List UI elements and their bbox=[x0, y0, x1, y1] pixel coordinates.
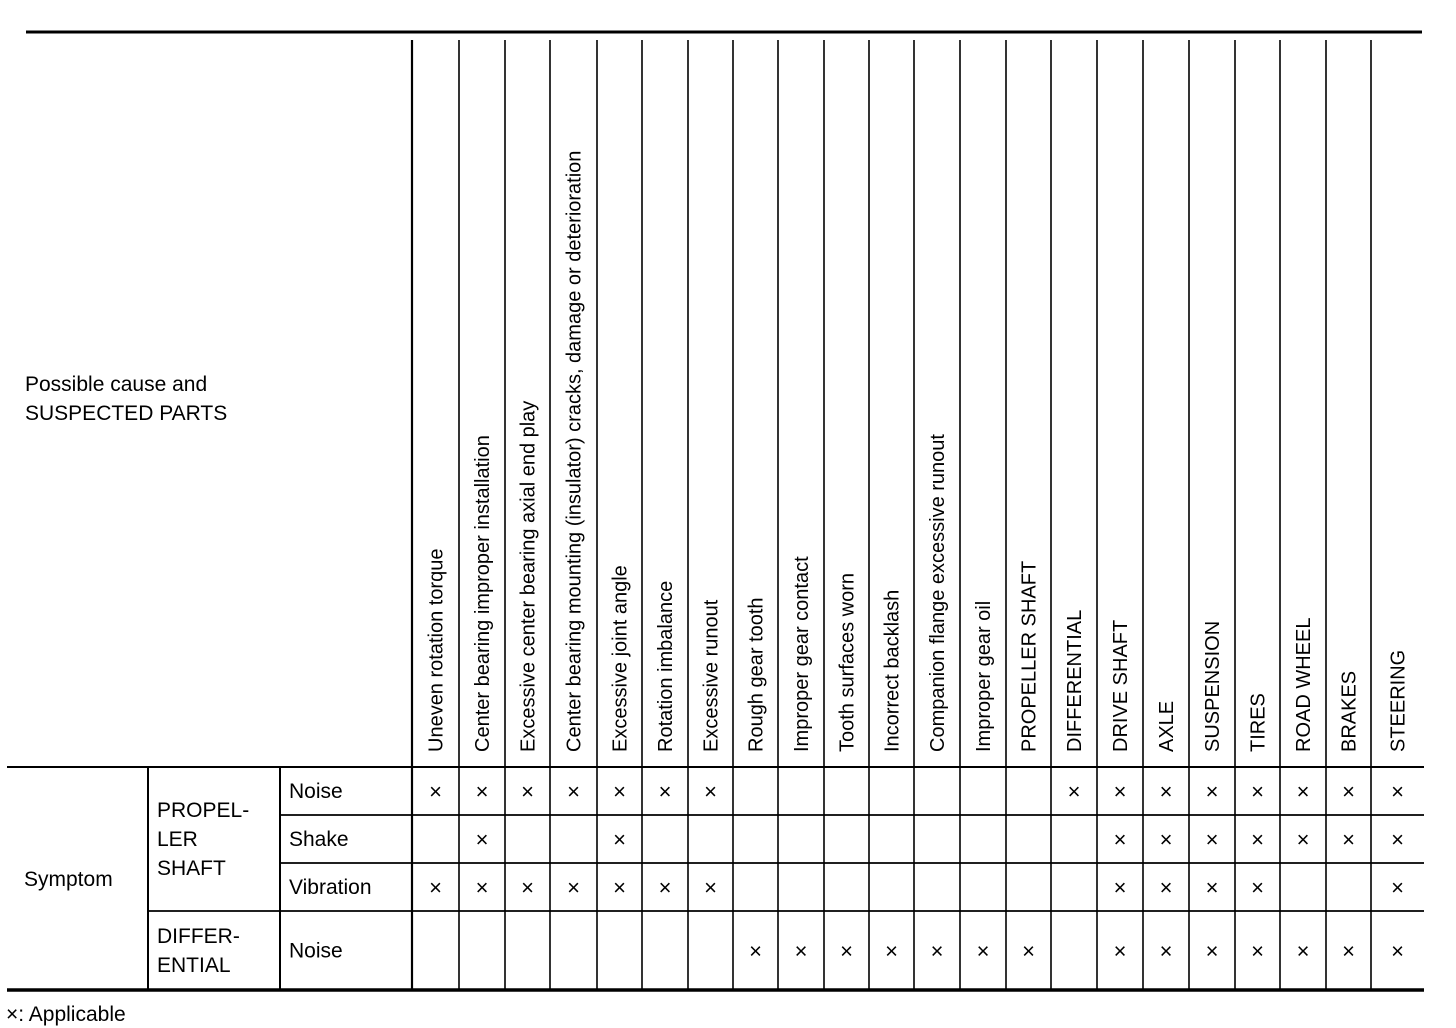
group-label-line: PROPEL- bbox=[157, 799, 250, 822]
symptom-name: Noise bbox=[289, 780, 343, 803]
legend-text: ×: Applicable bbox=[6, 1003, 126, 1026]
applicable-mark: × bbox=[1251, 875, 1264, 900]
applicable-mark: × bbox=[1067, 779, 1081, 804]
column-header: PROPELLER SHAFT bbox=[1018, 560, 1041, 752]
group-label-line: DIFFER- bbox=[157, 925, 240, 948]
applicable-mark: × bbox=[658, 779, 672, 804]
column-header: Center bearing improper installation bbox=[472, 435, 494, 752]
column-header: Excessive runout bbox=[700, 599, 723, 752]
applicable-mark: × bbox=[1296, 827, 1310, 852]
column-header: BRAKES bbox=[1338, 670, 1361, 752]
applicable-mark: × bbox=[1251, 779, 1264, 804]
applicable-mark: × bbox=[429, 875, 442, 900]
applicable-mark: × bbox=[521, 779, 534, 804]
column-header: ROAD WHEEL bbox=[1293, 617, 1315, 752]
column-header: STEERING bbox=[1387, 649, 1410, 752]
corner-label-line2: SUSPECTED PARTS bbox=[25, 402, 228, 425]
applicable-mark: × bbox=[794, 938, 808, 964]
applicable-mark: × bbox=[1391, 938, 1404, 964]
column-header: Companion flange excessive runout bbox=[927, 434, 949, 752]
applicable-mark: × bbox=[1159, 938, 1173, 964]
applicable-mark: × bbox=[1113, 827, 1127, 852]
column-header: Rough gear tooth bbox=[745, 597, 768, 752]
table-marks bbox=[429, 779, 1404, 964]
column-header: Excessive joint angle bbox=[609, 565, 632, 752]
applicable-mark: × bbox=[475, 779, 489, 804]
column-header: Rotation imbalance bbox=[655, 580, 677, 752]
applicable-mark: × bbox=[1251, 938, 1264, 964]
applicable-mark: × bbox=[1296, 779, 1310, 804]
applicable-mark: × bbox=[1205, 875, 1219, 900]
applicable-mark: × bbox=[1342, 938, 1355, 964]
applicable-mark: × bbox=[1391, 827, 1404, 852]
applicable-mark: × bbox=[613, 779, 626, 804]
group-label-line: ENTIAL bbox=[157, 954, 231, 977]
applicable-mark: × bbox=[658, 875, 672, 900]
column-header: Excessive center bearing axial end play bbox=[517, 400, 540, 752]
applicable-mark: × bbox=[613, 875, 626, 900]
column-header: Center bearing mounting (insulator) cracks, damage or deterioration bbox=[563, 150, 586, 752]
applicable-mark: × bbox=[1159, 827, 1173, 852]
applicable-mark: × bbox=[930, 938, 944, 964]
column-header: Incorrect backlash bbox=[881, 589, 904, 752]
column-header: Tooth surfaces worn bbox=[836, 573, 859, 752]
applicable-mark: × bbox=[1391, 779, 1404, 804]
applicable-mark: × bbox=[475, 827, 489, 852]
applicable-mark: × bbox=[1342, 827, 1355, 852]
applicable-mark: × bbox=[1022, 938, 1035, 964]
applicable-mark: × bbox=[976, 938, 990, 964]
column-header: Improper gear contact bbox=[791, 556, 813, 752]
group-label-line: SHAFT bbox=[157, 857, 226, 880]
column-header: DIFFERENTIAL bbox=[1064, 609, 1086, 752]
applicable-mark: × bbox=[1113, 875, 1127, 900]
applicable-mark: × bbox=[613, 827, 626, 852]
group-label-line: LER bbox=[157, 828, 198, 851]
column-header: AXLE bbox=[1156, 700, 1178, 752]
applicable-mark: × bbox=[1113, 779, 1127, 804]
symptom-name: Shake bbox=[289, 828, 349, 851]
applicable-mark: × bbox=[475, 875, 489, 900]
applicable-mark: × bbox=[1296, 938, 1310, 964]
applicable-mark: × bbox=[567, 779, 580, 804]
applicable-mark: × bbox=[1342, 779, 1355, 804]
applicable-mark: × bbox=[567, 875, 580, 900]
applicable-mark: × bbox=[521, 875, 534, 900]
applicable-mark: × bbox=[429, 779, 442, 804]
applicable-mark: × bbox=[1205, 779, 1219, 804]
column-header: TIRES bbox=[1247, 693, 1270, 752]
applicable-mark: × bbox=[1113, 938, 1127, 964]
column-header: Uneven rotation torque bbox=[425, 548, 448, 752]
table-header bbox=[25, 373, 227, 425]
applicable-mark: × bbox=[1205, 938, 1219, 964]
column-header: SUSPENSION bbox=[1202, 620, 1224, 752]
applicable-mark: × bbox=[1159, 875, 1173, 900]
applicable-mark: × bbox=[1391, 875, 1404, 900]
applicable-mark: × bbox=[1251, 827, 1264, 852]
corner-label-line1: Possible cause and bbox=[25, 373, 208, 396]
table-body bbox=[24, 780, 372, 977]
applicable-mark: × bbox=[749, 938, 762, 964]
symptom-label: Symptom bbox=[24, 868, 113, 891]
symptom-name: Noise bbox=[289, 939, 343, 963]
column-header: DRIVE SHAFT bbox=[1110, 619, 1132, 752]
applicable-mark: × bbox=[885, 938, 898, 964]
applicable-mark: × bbox=[704, 779, 717, 804]
column-header: Improper gear oil bbox=[973, 600, 995, 752]
applicable-mark: × bbox=[840, 938, 853, 964]
applicable-mark: × bbox=[1205, 827, 1219, 852]
applicable-mark: × bbox=[704, 875, 717, 900]
column-headers bbox=[426, 151, 1410, 752]
applicable-mark: × bbox=[1159, 779, 1173, 804]
symptom-name: Vibration bbox=[289, 876, 372, 899]
